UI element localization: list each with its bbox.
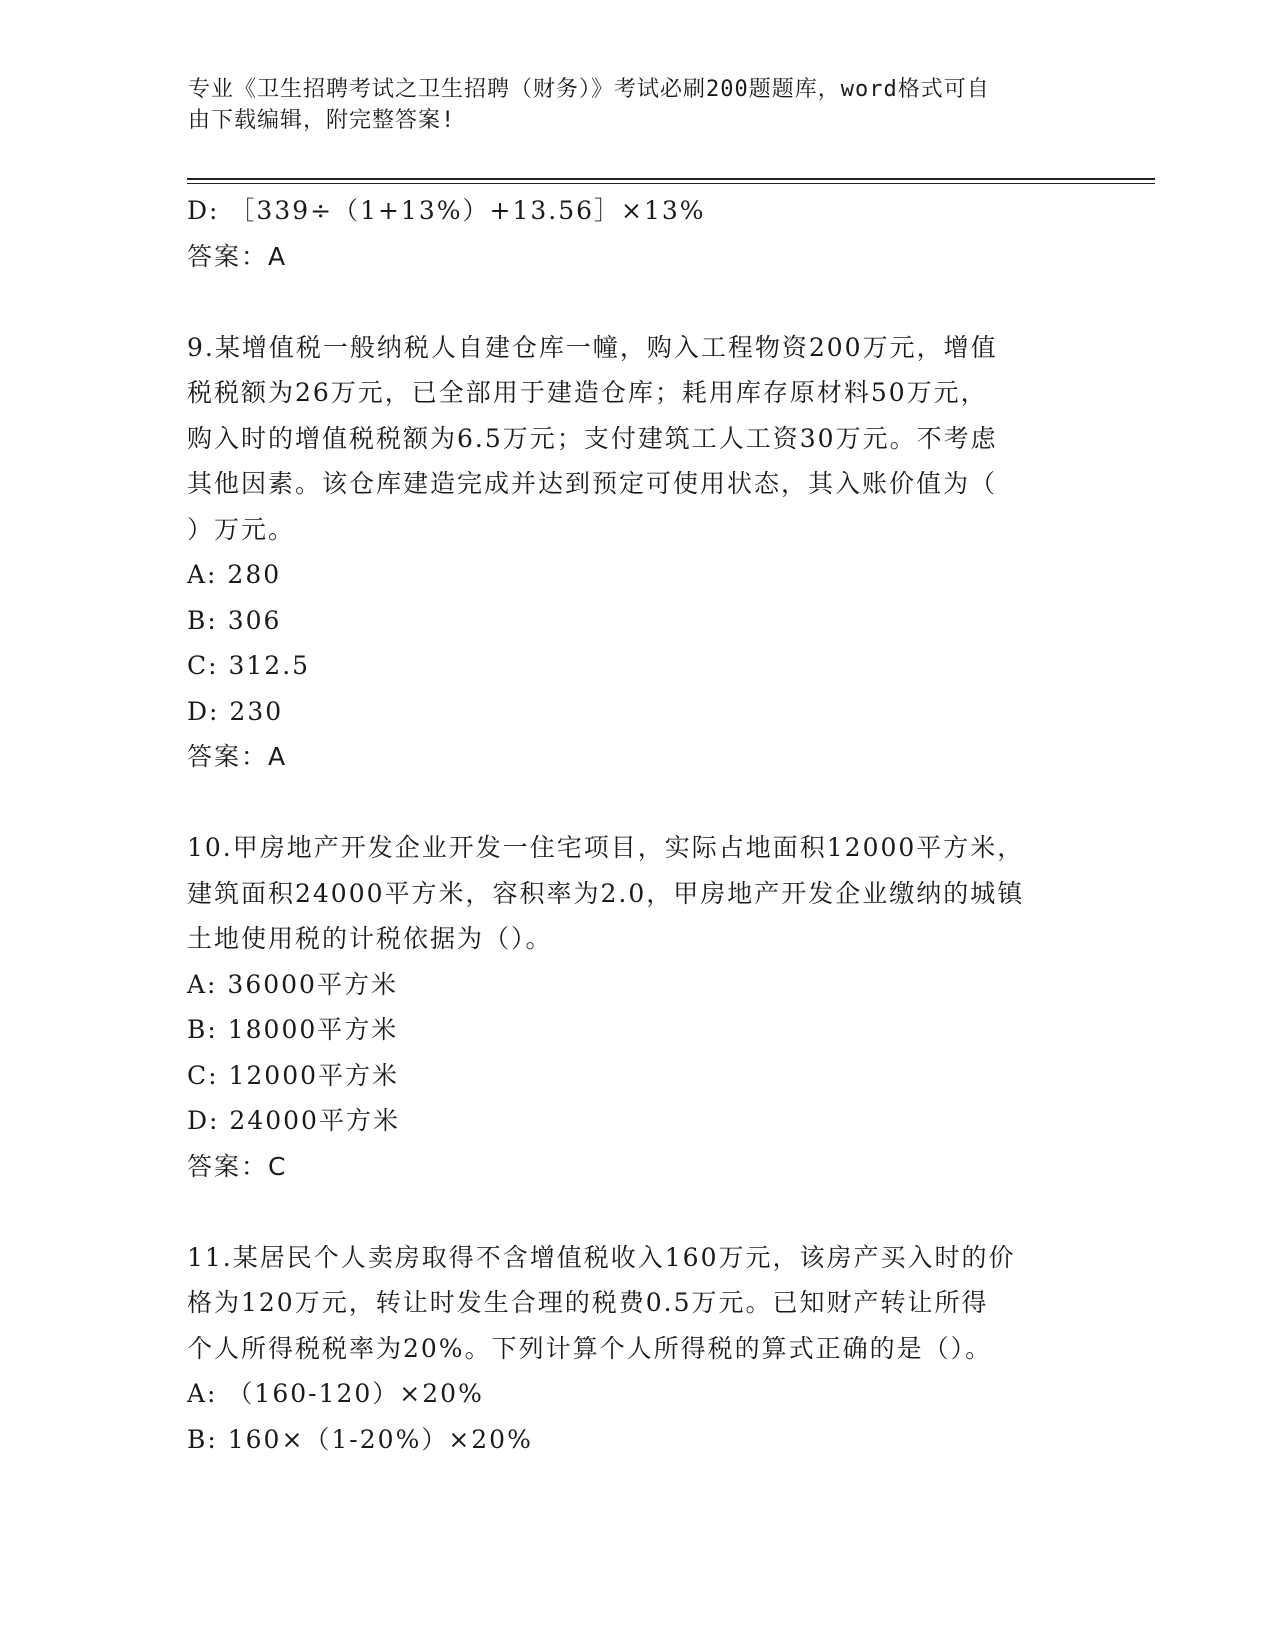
answer-line: 答案：C	[187, 1151, 288, 1181]
question-line: 税税额为26万元，已全部用于建造仓库；耗用库存原材料50万元，	[187, 378, 988, 407]
question-text	[187, 825, 1087, 962]
option-d: D: 230	[187, 696, 284, 726]
question-line: 个人所得税税率为20%。下列计算个人所得税的算式正确的是（）。	[187, 1333, 993, 1363]
answer-line: 答案：A	[187, 742, 288, 771]
question-line: 建筑面积24000平方米，容积率为2.0，甲房地产开发企业缴纳的城镇	[187, 878, 1025, 908]
question-line: 其他因素。该仓库建造完成并达到预定可使用状态，其入账价值为（	[187, 469, 998, 498]
header-divider-thin	[187, 183, 1155, 184]
option-a: A: 36000平方米	[187, 969, 398, 999]
question-line: 格为120万元，转让时发生合理的税费0.5万元。已知财产转让所得	[187, 1288, 989, 1317]
question-text	[187, 325, 1087, 553]
spacer	[187, 1189, 1087, 1235]
answer-line: 答案：A	[187, 241, 288, 271]
question-9	[187, 325, 1087, 780]
question-11	[187, 1235, 1087, 1463]
question-line: 购入时的增值税税额为6.5万元；支付建筑工人工资30万元。不考虑	[187, 423, 998, 453]
header-line-1: 专业《卫生招聘考试之卫生招聘（财务）》考试必刷200题题库，word格式可自	[188, 77, 990, 102]
option-b: B: 160×（1-20%）×20%	[187, 1424, 533, 1454]
question-10	[187, 825, 1087, 1189]
question-line: 10.甲房地产开发企业开发一住宅项目，实际占地面积12000平方米，	[187, 833, 1025, 862]
option-d: D: ［339÷（1+13%）+13.56］×13%	[187, 196, 706, 225]
spacer	[187, 780, 1087, 826]
question-line: 土地使用税的计税依据为（）。	[187, 924, 553, 953]
option-c: C: 12000平方米	[187, 1060, 400, 1090]
question-line: 9.某增值税一般纳税人自建仓库一幢，购入工程物资200万元，增值	[187, 332, 998, 362]
question-8-tail	[187, 188, 1087, 279]
document-header	[188, 74, 1068, 136]
option-a: A: 280	[187, 560, 282, 589]
header-divider-thick	[187, 178, 1155, 180]
option-b: B: 306	[187, 605, 282, 635]
option-d: D: 24000平方米	[187, 1106, 400, 1135]
document-content	[187, 188, 1087, 1462]
question-text	[187, 1235, 1087, 1372]
spacer	[187, 279, 1087, 325]
option-a: A: （160-120）×20%	[187, 1379, 484, 1408]
header-line-2: 由下载编辑，附完整答案!	[188, 108, 456, 133]
option-b: B: 18000平方米	[187, 1015, 399, 1044]
question-line: 11.某居民个人卖房取得不含增值税收入160万元，该房产买入时的价	[187, 1242, 1016, 1272]
option-c: C: 312.5	[187, 651, 311, 680]
question-line: ）万元。	[187, 514, 296, 544]
